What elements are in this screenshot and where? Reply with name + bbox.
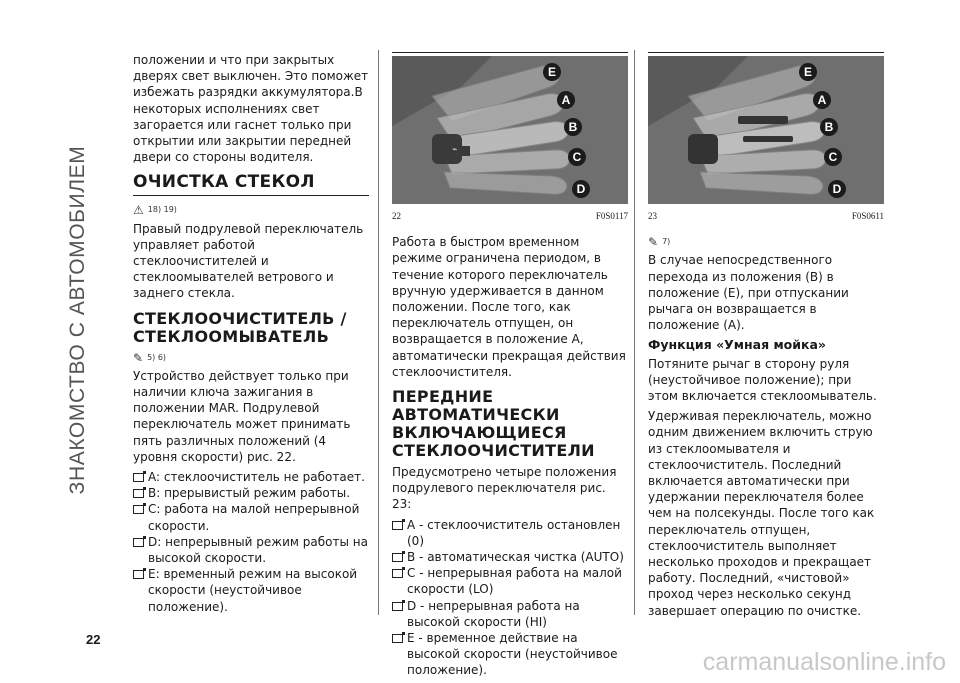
paragraph: Устройство действует только при наличии ключа зажигания в положении MAR. Подрулевой переключатель может принимать пять различных положений (4 уровня скорости) рис. 22. xyxy=(133,368,351,464)
position-badge-c: C xyxy=(568,148,586,166)
figure-caption xyxy=(648,208,884,224)
warning-ref-text: 5) 6) xyxy=(147,352,167,362)
svg-text:⌁: ⌁ xyxy=(452,145,458,155)
list-item: B: прерывистый режим работы. xyxy=(133,485,369,501)
bullet-icon xyxy=(392,634,403,643)
list-item: E: временный режим на высокой скорости (неустойчивое положение). xyxy=(133,566,369,615)
tool-icon: ✎ xyxy=(648,235,659,250)
warning-ref-text: 18) 19) xyxy=(147,205,177,215)
section-heading: ОЧИСТКА СТЕКОЛ xyxy=(133,173,369,196)
paragraph: Потяните рычаг в сторону руля (неустойчивое положение); при этом включается стеклоомыватель. xyxy=(648,356,877,404)
bullet-icon xyxy=(133,473,144,482)
figure-top-rule xyxy=(648,52,884,53)
figure-number: 22 xyxy=(392,211,401,221)
column-divider-2 xyxy=(634,50,635,615)
column-divider-1 xyxy=(378,50,379,615)
column-3 xyxy=(648,52,884,623)
paragraph: В случае непосредственного перехода из положения (B) в положение (E), при отпускании рычага он возвращается в положение (A). xyxy=(648,253,849,333)
list-item: A - стеклоочиститель остановлен (0) xyxy=(392,517,628,549)
list-item: D: непрерывный режим работы на высокой скорости. xyxy=(133,534,369,566)
warning-refs-2 xyxy=(133,350,369,366)
paragraph: Работа в быстром временном режиме ограничена периодом, в течение которого переключатель вручную удерживается в данном положении. После того, как переключатель отпущен, он возвращается в положение A, автоматически прекращая действия стеклоочистителя. xyxy=(392,235,626,379)
figure-code: F0S0117 xyxy=(595,211,628,221)
bullet-icon xyxy=(392,569,403,578)
position-badge-d: D xyxy=(572,180,590,198)
paragraph: Удерживая переключатель, можно одним движением включить струю из стеклоомывателя и стеклоочиститель. Последний включается автоматически при удержании переключателя более чем на полсекунды. После того как переключатель отпущен, стеклоочиститель выполняет несколько проходов и прекращает работу. Последний, «чистовой» проход через несколько секунд завершает операцию по очистке. xyxy=(648,409,875,618)
chapter-side-title: ЗНАКОМСТВО С АВТОМОБИЛЕМ xyxy=(66,145,89,495)
position-badge-e: E xyxy=(543,63,561,81)
bullet-icon xyxy=(392,602,403,611)
list-item: D - непрерывная работа на высокой скорости (HI) xyxy=(392,598,628,630)
bullet-icon xyxy=(133,538,144,547)
paragraph: Правый подрулевой переключатель управляет работой стеклоочистителей и стеклоомывателей ветрового и заднего стекла. xyxy=(133,221,364,301)
figure-22-wiper-lever xyxy=(392,56,628,204)
paragraph: Предусмотрено четыре положения подрулевого переключателя рис. 23: xyxy=(392,465,617,512)
subsection-heading: СТЕКЛООЧИСТИТЕЛЬ / СТЕКЛООМЫВАТЕЛЬ xyxy=(133,308,347,346)
intro-paragraph: положении и что при закрытых дверях свет выключен. Это поможет избежать разрядки аккумулятора.В некоторых исполнениях свет загорается или гаснет только при открытии или закрытии передней двери со стороны водителя. xyxy=(133,53,369,165)
position-badge-b: B xyxy=(564,118,582,136)
section-heading: ПЕРЕДНИЕ АВТОМАТИЧЕСКИ ВКЛЮЧАЮЩИЕСЯ СТЕКЛООЧИСТИТЕЛИ xyxy=(392,387,595,461)
position-badge-b: B xyxy=(820,118,838,136)
figure-caption xyxy=(392,208,628,224)
warning-ref-text: 7) xyxy=(662,237,671,247)
tool-icon: ✎ xyxy=(133,350,144,365)
figure-23-auto-wiper-lever xyxy=(648,56,884,204)
position-badge-e: E xyxy=(799,63,817,81)
warning-refs-3 xyxy=(648,234,884,250)
position-badge-a: A xyxy=(557,91,575,109)
figure-code: F0S0611 xyxy=(851,211,884,221)
wiper-lever-illustration xyxy=(392,56,628,204)
page-number: 22 xyxy=(86,632,101,647)
subsection-heading: Функция «Умная мойка» xyxy=(648,337,827,353)
warning-refs-1 xyxy=(133,202,369,218)
bullet-icon xyxy=(133,570,144,579)
list-item: B - автоматическая чистка (AUTO) xyxy=(392,549,628,565)
bullet-icon xyxy=(392,553,403,562)
figure-top-rule xyxy=(392,52,628,53)
bullet-icon xyxy=(133,505,144,514)
bullet-icon xyxy=(392,521,403,530)
list-item: E - временное действие на высокой скорости (неустойчивое положение). xyxy=(392,630,628,679)
watermark: carmanualsonline.info xyxy=(702,648,946,676)
list-item: A: стеклоочиститель не работает. xyxy=(133,469,369,485)
position-badge-a: A xyxy=(813,91,831,109)
list-item: C - непрерывная работа на малой скорости (LO) xyxy=(392,565,628,597)
warning-triangle-icon: ⚠ xyxy=(133,203,144,218)
column-2 xyxy=(392,52,628,679)
position-badge-c: C xyxy=(824,148,842,166)
bullet-icon xyxy=(133,489,144,498)
list-item: C: работа на малой непрерывной скорости. xyxy=(133,501,369,533)
figure-number: 23 xyxy=(648,211,657,221)
auto-wiper-lever-illustration xyxy=(648,56,884,204)
position-badge-d: D xyxy=(828,180,846,198)
column-1 xyxy=(133,52,369,615)
